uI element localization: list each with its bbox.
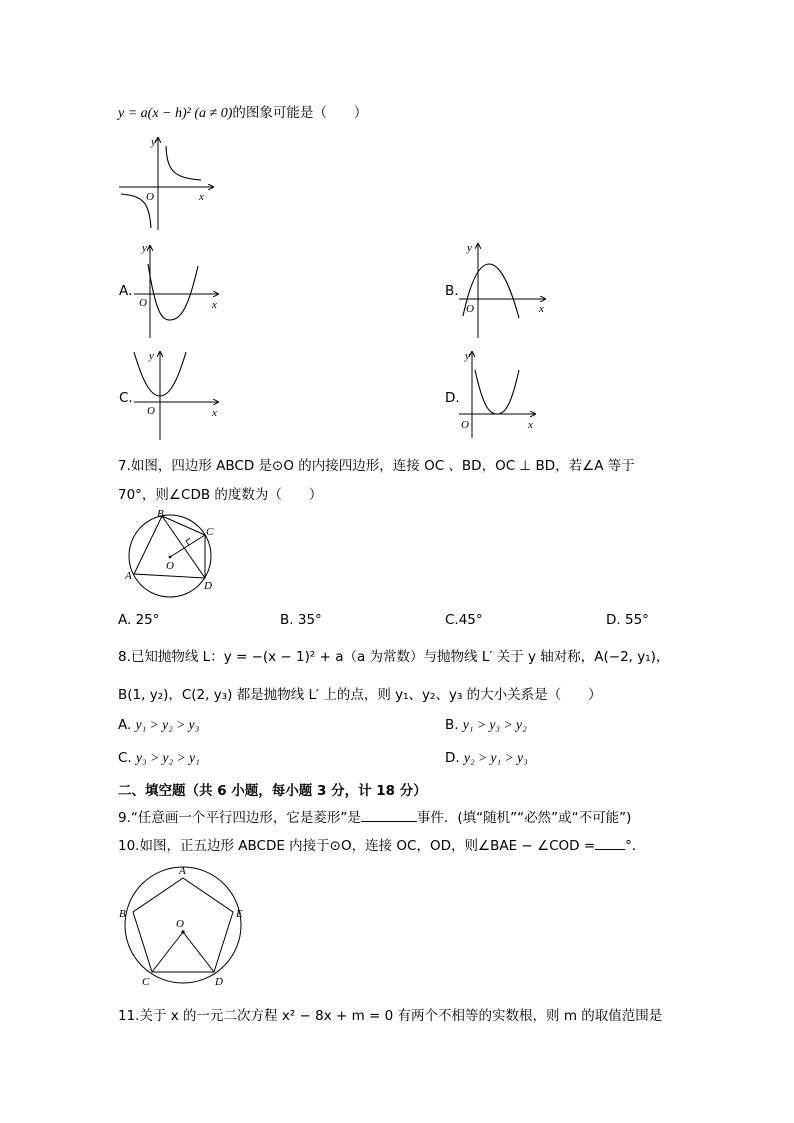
x-axis-label: x	[528, 419, 533, 431]
center-point	[181, 930, 184, 933]
origin-label: O	[146, 191, 154, 203]
y-axis-label: y	[149, 350, 154, 362]
label-b: B	[157, 508, 164, 520]
label-b: B	[119, 908, 126, 920]
parabola	[475, 370, 519, 414]
q11: 11.关于 x 的一元二次方程 x² − 8x + m = 0 有两个不相等的实数根，则 m 的取值范围是	[118, 1008, 663, 1024]
x-axis-label: x	[212, 407, 217, 419]
label-o: O	[166, 560, 174, 572]
x-axis-label: x	[199, 191, 204, 203]
y-axis-label: y	[467, 242, 472, 254]
label-d: D	[204, 580, 212, 592]
q7-option-a: A. 25°	[118, 612, 160, 628]
q10-answer-blank[interactable]	[595, 837, 625, 850]
q7-figure	[120, 507, 220, 599]
label-d: D	[215, 976, 223, 988]
label-a: A	[125, 570, 132, 582]
q8-option-c: C. y₃ > y₂ > y₁	[118, 750, 200, 766]
segment-oc	[152, 932, 183, 972]
origin-label: O	[466, 303, 474, 315]
q6-option-c-graph	[130, 346, 230, 442]
q10-after: °．	[625, 838, 646, 854]
hyperbola-branch-upper	[166, 146, 201, 180]
x-axis-label: x	[539, 303, 544, 315]
label-o: O	[176, 918, 184, 930]
q6-stem	[118, 101, 367, 122]
q6-option-b-graph	[455, 238, 555, 342]
q7-option-b: B. 35°	[280, 612, 322, 628]
origin-label: O	[147, 405, 155, 417]
q8-option-d: D. y₂ > y₁ > y₃	[445, 750, 528, 766]
right-angle-mark	[186, 538, 190, 545]
y-axis-label: y	[151, 136, 156, 148]
q10-figure	[116, 860, 256, 996]
y-axis-label: y	[465, 350, 470, 362]
q6-option-c-label: C.	[119, 390, 133, 406]
q6-reference-graph	[115, 132, 225, 234]
q7-option-c: C.45°	[445, 612, 483, 628]
q6-stem-tail: 的图象可能是（ ）	[232, 105, 368, 121]
q9-answer-blank[interactable]	[361, 809, 417, 822]
label-c: C	[206, 526, 214, 538]
q6-stem-math: y = a(x − h)² (a ≠ 0)	[118, 106, 233, 121]
q6-option-a-graph	[130, 238, 230, 342]
q7-option-d: D. 55°	[606, 612, 649, 628]
section-2-title: 二、填空题（共 6 小题，每小题 3 分，计 18 分）	[118, 783, 427, 799]
q6-option-d-graph	[455, 346, 555, 442]
label-c: C	[142, 976, 150, 988]
q9-before: 9.“任意画一个平行四边形，它是菱形”是	[118, 810, 361, 826]
q6-option-d-label: D.	[445, 390, 460, 406]
parabola	[148, 264, 198, 320]
q7-line1: 7.如图，四边形 ABCD 是⊙O 的内接四边形，连接 OC 、BD，OC ⊥ BD，若∠A 等于	[118, 458, 635, 474]
q8-option-a: A. y₁ > y₂ > y₃	[118, 717, 200, 733]
q6-option-b-label: B.	[445, 283, 459, 299]
q6-option-a-label: A.	[119, 283, 133, 299]
q8-line1: 8.已知抛物线 L：y = −(x − 1)² + a（a 为常数）与抛物线 L′ 关于 y 轴对称，A(−2, y₁)，	[118, 649, 670, 665]
y-axis-label: y	[142, 242, 147, 254]
origin-label: O	[139, 297, 147, 309]
q8-option-b: B. y₁ > y₃ > y₂	[445, 717, 527, 733]
q7-line2: 70°，则∠CDB 的度数为（ ）	[118, 487, 323, 503]
x-axis-label: x	[212, 299, 217, 311]
origin-label: O	[461, 419, 469, 431]
q9-after: 事件．(填“随机”“必然”或“不可能”)	[416, 810, 632, 826]
q10-before: 10.如图，正五边形 ABCDE 内接于⊙O，连接 OC，OD，则∠BAE − ∠COD =	[118, 838, 596, 854]
segment-oc	[170, 535, 205, 557]
label-e: E	[236, 908, 243, 920]
segment-od	[183, 932, 214, 972]
label-a: A	[179, 865, 186, 877]
q8-line2: B(1, y₂)，C(2, y₃) 都是抛物线 L′ 上的点，则 y₁、y₂、y₃ 的大小关系是（ ）	[118, 687, 602, 703]
center-point	[169, 556, 172, 559]
q9	[118, 806, 631, 826]
q10	[118, 834, 645, 854]
